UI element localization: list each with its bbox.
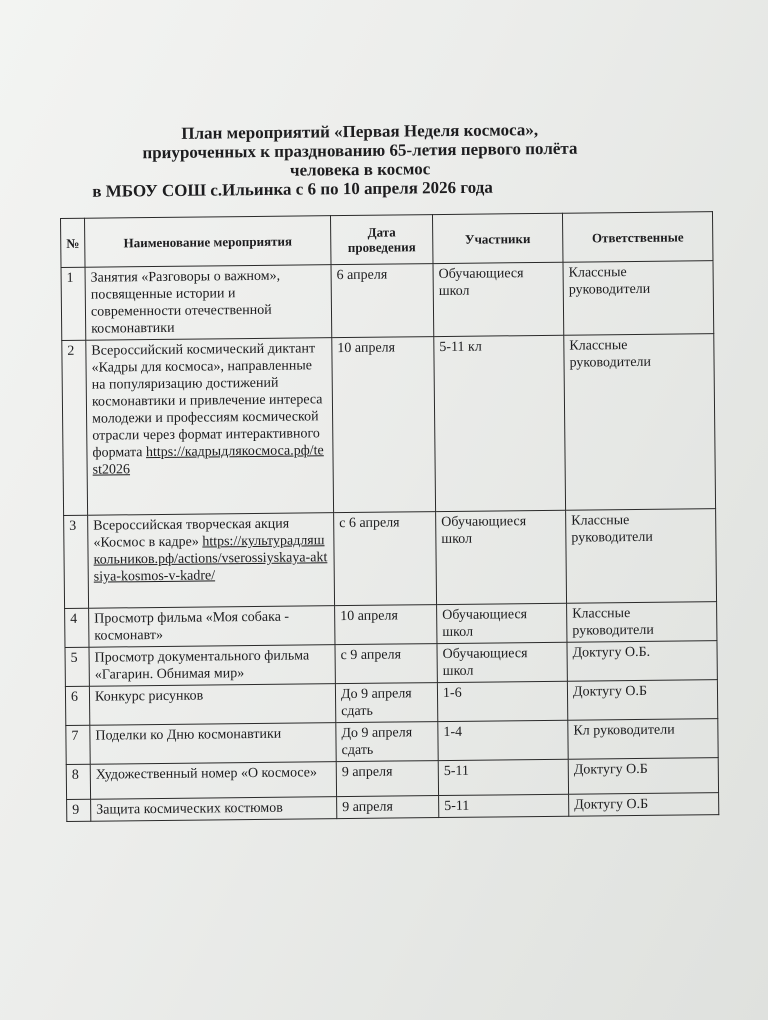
row-name-text: Всероссийский космический диктант «Кадры для космоса», направленные на популяризацию достижений космонавтики и привлечение интереса молодежи и профессиям космической отрасли через формат интерактивного формата [91, 341, 323, 461]
table-row [65, 641, 717, 687]
row-participants: Обучающиеся школ [437, 603, 567, 643]
event-link[interactable]: https://кадрыдлякосмоса.рф/test2026 [92, 443, 324, 478]
row-name-text: Поделки ко Дню космонавтики [95, 726, 282, 744]
row-participants: Обучающиеся школ [436, 510, 567, 604]
row-num: 8 [66, 764, 90, 799]
row-responsible: Доктугу О.Б. [567, 641, 717, 682]
header-num: № [61, 218, 86, 267]
row-responsible: Кл руководители [568, 719, 718, 760]
heading-line-2: приуроченных к празднованию 65-летия первого полёта [142, 138, 578, 163]
row-date: 10 апреля [332, 337, 436, 513]
row-num: 6 [65, 686, 89, 725]
row-name-text: Конкурс рисунков [94, 688, 204, 705]
document-heading [80, 119, 641, 201]
row-name [88, 513, 335, 609]
row-name [90, 723, 336, 765]
row-name-text: Художественный номер «О космосе» [95, 765, 318, 783]
row-date: До 9 апреля сдать [336, 722, 438, 762]
row-date: с 6 апреля [334, 512, 437, 606]
row-participants: 5-11 кл [434, 335, 566, 511]
row-responsible: Доктугу О.Б [567, 680, 717, 721]
row-responsible: Классные руководители [566, 509, 717, 604]
row-date: 10 апреля [335, 605, 437, 645]
row-name [89, 606, 335, 648]
row-date: 6 апреля [331, 264, 434, 338]
header-participants: Участники [432, 213, 563, 263]
row-name [91, 797, 337, 822]
row-num: 2 [62, 340, 88, 515]
row-date: 9 апреля [337, 796, 439, 819]
row-name [89, 684, 335, 726]
row-date: 9 апреля [336, 761, 438, 797]
table-row [64, 509, 717, 609]
heading-line-3: человека в космос [289, 159, 431, 180]
events-table [60, 211, 719, 822]
row-num: 7 [66, 725, 90, 764]
table-row [61, 261, 714, 341]
row-num: 5 [65, 647, 89, 686]
row-num: 4 [65, 608, 89, 647]
row-name-text: Всероссийская творческая акция «Космос в кадре» [93, 516, 290, 551]
header-date: Дата проведения [330, 215, 433, 265]
row-name-text: Просмотр фильма «Моя собака - космонавт» [94, 609, 290, 644]
table-row [62, 334, 716, 516]
header-name: Наименование мероприятия [85, 216, 331, 268]
row-num: 1 [61, 267, 86, 340]
row-participants: Обучающиеся школ [433, 262, 564, 336]
row-num: 3 [64, 515, 89, 608]
row-name [89, 645, 335, 687]
event-link[interactable]: https://культурадляшкольников.рф/actions/vserossiyskaya-aktsiya-kosmos-v-kadre/ [93, 533, 328, 585]
row-responsible: Классные руководители [563, 261, 714, 336]
row-responsible: Классные руководители [567, 602, 717, 643]
row-date: с 9 апреля [335, 644, 437, 684]
row-responsible: Доктугу О.Б [568, 758, 718, 795]
heading-line-1: План мероприятий «Первая Неделя космоса», [181, 120, 539, 143]
row-participants: 1-4 [438, 720, 568, 760]
header-responsible: Ответственные [562, 212, 713, 263]
table-header-row [61, 212, 713, 268]
row-responsible: Классные руководители [564, 334, 716, 511]
row-name [85, 265, 332, 341]
heading-line-4: в МБОУ СОШ с.Ильинка с 6 по 10 апреля 2026 года [92, 177, 493, 201]
row-participants: Обучающиеся школ [437, 642, 567, 682]
table-row [65, 680, 717, 726]
row-name-text: Просмотр документального фильма «Гагарин. Обнимая мир» [94, 648, 310, 683]
row-name [86, 338, 334, 516]
row-responsible: Доктугу О.Б [569, 793, 719, 817]
row-name-text: Занятия «Разговоры о важном», посвященные истории и современности отечественной космонавтики [90, 268, 281, 337]
table-row [65, 602, 717, 648]
row-name-text: Защита космических костюмов [96, 800, 283, 818]
row-num: 9 [67, 799, 91, 821]
row-date: До 9 апреля сдать [335, 683, 437, 723]
row-participants: 1-6 [437, 681, 567, 721]
row-participants: 5-11 [438, 759, 568, 795]
row-participants: 5-11 [439, 794, 569, 817]
row-name [90, 762, 336, 800]
table-row [66, 719, 718, 765]
